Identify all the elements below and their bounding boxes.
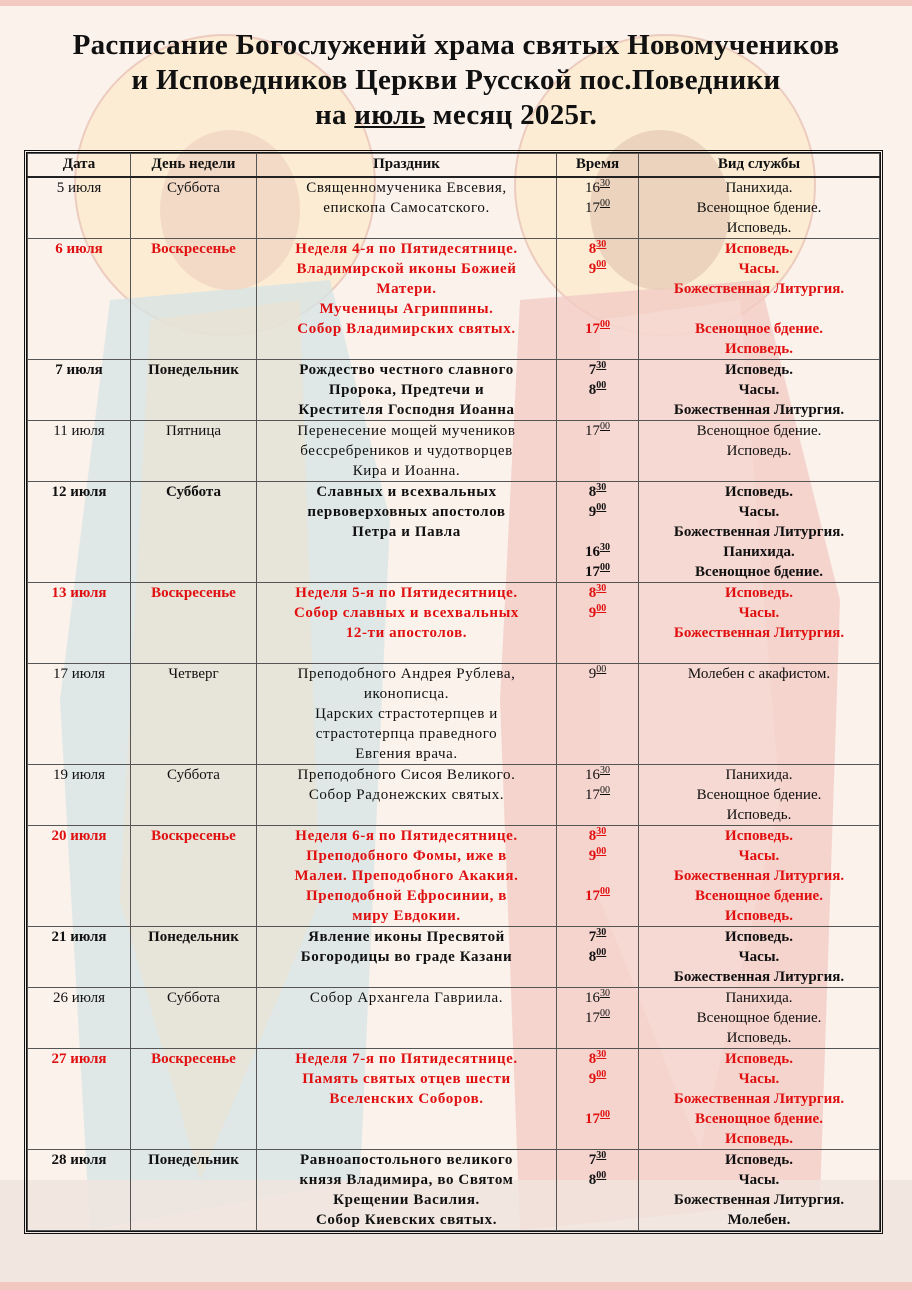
cell-feast — [257, 239, 557, 360]
feast-line: Вселенских Соборов. — [329, 1091, 484, 1107]
service-line: Исповедь. — [725, 828, 793, 844]
time-minutes: 00 — [596, 1170, 607, 1181]
feast-line: Матери. — [376, 281, 437, 297]
cell-day: Суббота — [131, 177, 257, 239]
cell-date: 6 июля — [28, 239, 131, 360]
title-suffix: месяц 2025г. — [425, 99, 598, 131]
feast-line: Неделя 6-я по Пятидесятнице. — [295, 828, 518, 844]
cell-feast — [257, 765, 557, 826]
feast-line: Собор Владимирских святых. — [297, 321, 516, 337]
cell-service — [639, 360, 880, 421]
cell-date: 13 июля — [28, 583, 131, 664]
cell-service — [639, 482, 880, 583]
time-value — [560, 1069, 635, 1089]
table-row — [28, 583, 880, 664]
feast-line: Равноапостольного великого — [300, 1152, 513, 1168]
service-line: Исповедь. — [725, 908, 793, 924]
cell-service — [639, 421, 880, 482]
time-value — [560, 1008, 635, 1028]
cell-feast — [257, 927, 557, 988]
time-hours: 8 — [588, 1051, 597, 1067]
time-hours: 9 — [588, 1071, 597, 1087]
time-value — [560, 360, 635, 380]
time-minutes: 00 — [596, 603, 607, 614]
feast-line: Пророка, Предтечи и — [328, 382, 485, 398]
feast-line: Крещении Василия. — [333, 1192, 480, 1208]
cell-feast — [257, 482, 557, 583]
header-date: Дата — [28, 154, 131, 178]
table-row — [28, 765, 880, 826]
title-prefix: на — [314, 99, 355, 131]
cell-date: 11 июля — [28, 421, 131, 482]
time-hours: 17 — [585, 1111, 600, 1127]
table-row — [28, 927, 880, 988]
service-line: Всенощное бдение. — [696, 423, 822, 439]
cell-date: 7 июля — [28, 360, 131, 421]
cell-day: Понедельник — [131, 360, 257, 421]
time-minutes: 30 — [596, 826, 607, 837]
time-minutes: 00 — [600, 785, 610, 796]
service-line: Исповедь. — [725, 341, 793, 357]
service-line: Исповедь. — [725, 929, 793, 945]
feast-line: Крестителя Господня Иоанна — [298, 402, 515, 418]
time-value — [560, 826, 635, 846]
cell-service — [639, 239, 880, 360]
service-line: Исповедь. — [726, 1030, 792, 1046]
table-header-row — [28, 154, 880, 178]
time-hours: 8 — [588, 828, 597, 844]
time-hours: 16 — [585, 180, 600, 196]
feast-line: Кира и Иоанна. — [352, 463, 461, 479]
service-line: Часы. — [738, 504, 780, 520]
cell-day: Суббота — [131, 988, 257, 1049]
time-minutes: 30 — [600, 542, 610, 553]
cell-time — [557, 927, 639, 988]
time-hours: 16 — [585, 990, 600, 1006]
table-row — [28, 360, 880, 421]
cell-service — [639, 988, 880, 1049]
time-value — [560, 239, 635, 259]
time-hours: 17 — [585, 200, 600, 216]
cell-day: Суббота — [131, 765, 257, 826]
cell-service — [639, 826, 880, 927]
service-line: Божественная Литургия. — [673, 1192, 845, 1208]
service-line: Божественная Литургия. — [673, 969, 845, 985]
table-row — [28, 1150, 880, 1231]
header-service: Вид службы — [639, 154, 880, 178]
feast-line: Священномученика Евсевия, — [306, 180, 507, 196]
service-line: Всенощное бдение. — [695, 1111, 823, 1127]
service-line: Часы. — [738, 1172, 780, 1188]
title-month: июль — [354, 99, 426, 131]
time-hours: 17 — [585, 321, 600, 337]
cell-day: Воскресенье — [131, 1049, 257, 1150]
service-line: Всенощное бдение. — [695, 564, 823, 580]
feast-line: первоверховных апостолов — [307, 504, 506, 520]
feast-line: епископа Самосатского. — [323, 200, 490, 216]
cell-feast — [257, 664, 557, 765]
cell-service — [639, 927, 880, 988]
cell-date: 21 июля — [28, 927, 131, 988]
time-value — [560, 198, 635, 218]
time-hours: 8 — [588, 1172, 597, 1188]
service-line: Божественная Литургия. — [673, 524, 845, 540]
table-row — [28, 826, 880, 927]
service-line: Часы. — [738, 949, 780, 965]
cell-time — [557, 360, 639, 421]
feast-line: Преподобного Андрея Рублева, — [297, 666, 516, 682]
service-line: Божественная Литургия. — [673, 868, 845, 884]
time-hours: 17 — [585, 787, 600, 803]
time-minutes: 00 — [596, 947, 607, 958]
time-value — [560, 947, 635, 967]
cell-feast — [257, 421, 557, 482]
header-time: Время — [557, 154, 639, 178]
table-row — [28, 482, 880, 583]
feast-line: Царских страстотерпцев и — [315, 706, 498, 722]
time-minutes: 30 — [600, 765, 610, 776]
cell-day: Четверг — [131, 664, 257, 765]
feast-line: миру Евдокии. — [352, 908, 461, 924]
cell-feast — [257, 583, 557, 664]
cell-day: Пятница — [131, 421, 257, 482]
cell-feast — [257, 1049, 557, 1150]
time-gap — [560, 299, 635, 319]
time-hours: 9 — [588, 666, 597, 682]
time-minutes: 00 — [600, 562, 610, 573]
cell-date: 27 июля — [28, 1049, 131, 1150]
table-row — [28, 664, 880, 765]
time-minutes: 00 — [600, 198, 610, 209]
service-line: Исповедь. — [726, 220, 792, 236]
service-gap — [642, 299, 876, 319]
service-line: Исповедь. — [725, 1152, 793, 1168]
title-line-1: Расписание Богослужений храма святых Новомучеников — [72, 29, 840, 61]
feast-line: Рождество честного славного — [299, 362, 514, 378]
time-hours: 9 — [588, 848, 597, 864]
feast-line: Собор Радонежских святых. — [308, 787, 505, 803]
table-row — [28, 1049, 880, 1150]
cell-date: 26 июля — [28, 988, 131, 1049]
service-line: Божественная Литургия. — [673, 625, 845, 641]
table-row — [28, 177, 880, 239]
feast-line: Неделя 7-я по Пятидесятнице. — [295, 1051, 518, 1067]
cell-time — [557, 177, 639, 239]
time-hours: 17 — [585, 1010, 600, 1026]
time-gap — [560, 866, 635, 886]
cell-time — [557, 664, 639, 765]
time-minutes: 30 — [596, 1150, 607, 1161]
time-minutes: 30 — [596, 583, 607, 594]
service-line: Всенощное бдение. — [696, 787, 822, 803]
time-value — [560, 1170, 635, 1190]
cell-day: Суббота — [131, 482, 257, 583]
feast-line: Неделя 5-я по Пятидесятнице. — [295, 585, 518, 601]
cell-service — [639, 177, 880, 239]
service-line: Исповедь. — [725, 1131, 793, 1147]
cell-date: 19 июля — [28, 765, 131, 826]
title-line-2: и Исповедников Церкви Русской пос.Поведники — [131, 64, 781, 96]
time-value — [560, 178, 635, 198]
service-line: Исповедь. — [725, 585, 793, 601]
cell-date: 28 июля — [28, 1150, 131, 1231]
feast-line: Владимирской иконы Божией — [296, 261, 517, 277]
time-value — [560, 927, 635, 947]
time-minutes: 00 — [600, 1109, 610, 1120]
service-line: Исповедь. — [725, 362, 793, 378]
time-value — [560, 765, 635, 785]
time-minutes: 00 — [596, 1069, 607, 1080]
cell-feast — [257, 177, 557, 239]
time-minutes: 00 — [600, 421, 610, 432]
time-gap — [560, 279, 635, 299]
feast-line: Явление иконы Пресвятой — [308, 929, 505, 945]
time-value — [560, 846, 635, 866]
time-minutes: 00 — [596, 380, 607, 391]
time-value — [560, 482, 635, 502]
time-hours: 8 — [588, 382, 597, 398]
time-value — [560, 886, 635, 906]
cell-feast — [257, 988, 557, 1049]
time-minutes: 30 — [596, 927, 607, 938]
service-line: Исповедь. — [726, 807, 792, 823]
feast-line: 12-ти апостолов. — [345, 625, 468, 641]
time-hours: 8 — [588, 585, 597, 601]
cell-service — [639, 583, 880, 664]
time-value — [560, 785, 635, 805]
service-line: Панихида. — [725, 180, 793, 196]
service-line: Исповедь. — [726, 443, 792, 459]
feast-line: Преподобного Фомы, иже в — [306, 848, 507, 864]
time-hours: 17 — [585, 888, 600, 904]
time-hours: 17 — [585, 423, 600, 439]
service-line: Часы. — [738, 605, 780, 621]
cell-time — [557, 482, 639, 583]
service-line: Молебен с акафистом. — [687, 666, 831, 682]
title-line-3 — [0, 98, 912, 133]
service-line: Всенощное бдение. — [696, 200, 822, 216]
service-line: Исповедь. — [725, 241, 793, 257]
service-line: Всенощное бдение. — [695, 321, 823, 337]
feast-line: Славных и всехвальных — [316, 484, 497, 500]
service-line: Всенощное бдение. — [695, 888, 823, 904]
time-value — [560, 380, 635, 400]
service-line: Божественная Литургия. — [673, 402, 845, 418]
cell-time — [557, 421, 639, 482]
cell-date: 12 июля — [28, 482, 131, 583]
time-minutes: 30 — [596, 239, 607, 250]
service-line: Часы. — [738, 1071, 780, 1087]
feast-line: Петра и Павла — [352, 524, 461, 540]
feast-line: Преподобного Сисоя Великого. — [297, 767, 516, 783]
bottom-border-band — [0, 1282, 912, 1290]
cell-day: Понедельник — [131, 1150, 257, 1231]
feast-line: Богородицы во граде Казани — [300, 949, 513, 965]
time-minutes: 00 — [596, 259, 607, 270]
cell-time — [557, 583, 639, 664]
cell-service — [639, 765, 880, 826]
time-value — [560, 421, 635, 441]
feast-line: Преподобной Ефросинии, в — [306, 888, 507, 904]
time-hours: 8 — [588, 241, 597, 257]
schedule-table-frame — [24, 150, 883, 1234]
time-hours: 8 — [588, 949, 597, 965]
row-spacer — [642, 643, 876, 663]
time-value — [560, 1109, 635, 1129]
cell-time — [557, 239, 639, 360]
time-minutes: 00 — [600, 886, 610, 897]
feast-line: Перенесение мощей мучеников — [297, 423, 516, 439]
time-minutes: 00 — [600, 319, 610, 330]
time-value — [560, 603, 635, 623]
time-minutes: 30 — [600, 988, 610, 999]
service-line: Часы. — [738, 261, 780, 277]
feast-line: Собор Киевских святых. — [315, 1212, 498, 1228]
header-day: День недели — [131, 154, 257, 178]
time-minutes: 30 — [596, 1049, 607, 1060]
cell-time — [557, 1150, 639, 1231]
table-row — [28, 239, 880, 360]
cell-service — [639, 1150, 880, 1231]
cell-service — [639, 1049, 880, 1150]
feast-line: князя Владимира, во Святом — [299, 1172, 514, 1188]
service-line: Молебен. — [727, 1212, 791, 1228]
cell-date: 17 июля — [28, 664, 131, 765]
time-minutes: 00 — [596, 502, 607, 513]
service-line: Панихида. — [725, 767, 793, 783]
feast-line: иконописца. — [363, 686, 450, 702]
time-hours: 7 — [588, 929, 597, 945]
time-hours: 17 — [585, 564, 600, 580]
page-title — [0, 28, 912, 133]
service-line: Божественная Литургия. — [673, 281, 845, 297]
cell-day: Понедельник — [131, 927, 257, 988]
time-value — [560, 502, 635, 522]
cell-day: Воскресенье — [131, 239, 257, 360]
feast-line: Мученицы Агриппины. — [319, 301, 494, 317]
feast-line: Собор славных и всехвальных — [293, 605, 519, 621]
service-line: Исповедь. — [725, 1051, 793, 1067]
time-hours: 9 — [588, 504, 597, 520]
feast-line: бессребреников и чудотворцев — [300, 443, 513, 459]
feast-line: Память святых отцев шести — [302, 1071, 511, 1087]
cell-date: 20 июля — [28, 826, 131, 927]
time-minutes: 30 — [596, 360, 607, 371]
time-hours: 16 — [585, 544, 600, 560]
time-value — [560, 259, 635, 279]
time-minutes: 30 — [600, 178, 610, 189]
time-value — [560, 562, 635, 582]
time-value — [560, 583, 635, 603]
time-hours: 16 — [585, 767, 600, 783]
time-gap — [560, 522, 635, 542]
cell-day: Воскресенье — [131, 826, 257, 927]
service-line: Всенощное бдение. — [696, 1010, 822, 1026]
service-line: Панихида. — [723, 544, 795, 560]
time-value — [560, 1049, 635, 1069]
cell-feast — [257, 826, 557, 927]
time-hours: 7 — [588, 1152, 597, 1168]
cell-time — [557, 765, 639, 826]
service-line: Часы. — [738, 848, 780, 864]
table-row — [28, 421, 880, 482]
schedule-table — [27, 153, 880, 1231]
feast-line: страстотерпца праведного — [315, 726, 498, 742]
time-hours: 7 — [588, 362, 597, 378]
cell-service — [639, 664, 880, 765]
cell-time — [557, 1049, 639, 1150]
time-value — [560, 1150, 635, 1170]
time-hours: 9 — [588, 261, 597, 277]
time-minutes: 30 — [596, 482, 607, 493]
time-gap — [560, 1089, 635, 1109]
time-hours: 8 — [588, 484, 597, 500]
table-body — [28, 177, 880, 1231]
time-minutes: 00 — [600, 1008, 610, 1019]
feast-line: Евгения врача. — [355, 746, 458, 762]
time-value — [560, 542, 635, 562]
table-row — [28, 988, 880, 1049]
service-line: Исповедь. — [725, 484, 793, 500]
time-minutes: 00 — [596, 846, 607, 857]
time-value — [560, 319, 635, 339]
cell-time — [557, 826, 639, 927]
time-hours: 9 — [588, 605, 597, 621]
service-line: Божественная Литургия. — [673, 1091, 845, 1107]
time-value — [560, 664, 635, 684]
cell-day: Воскресенье — [131, 583, 257, 664]
time-minutes: 00 — [596, 664, 607, 675]
service-line: Часы. — [738, 382, 780, 398]
top-border-band — [0, 0, 912, 6]
feast-line: Неделя 4-я по Пятидесятнице. — [295, 241, 518, 257]
time-value — [560, 988, 635, 1008]
cell-feast — [257, 360, 557, 421]
cell-time — [557, 988, 639, 1049]
feast-line: Малеи. Преподобного Акакия. — [294, 868, 519, 884]
service-line: Панихида. — [725, 990, 793, 1006]
cell-date: 5 июля — [28, 177, 131, 239]
header-feast: Праздник — [257, 154, 557, 178]
feast-line: Собор Архангела Гавриила. — [309, 990, 504, 1006]
cell-feast — [257, 1150, 557, 1231]
